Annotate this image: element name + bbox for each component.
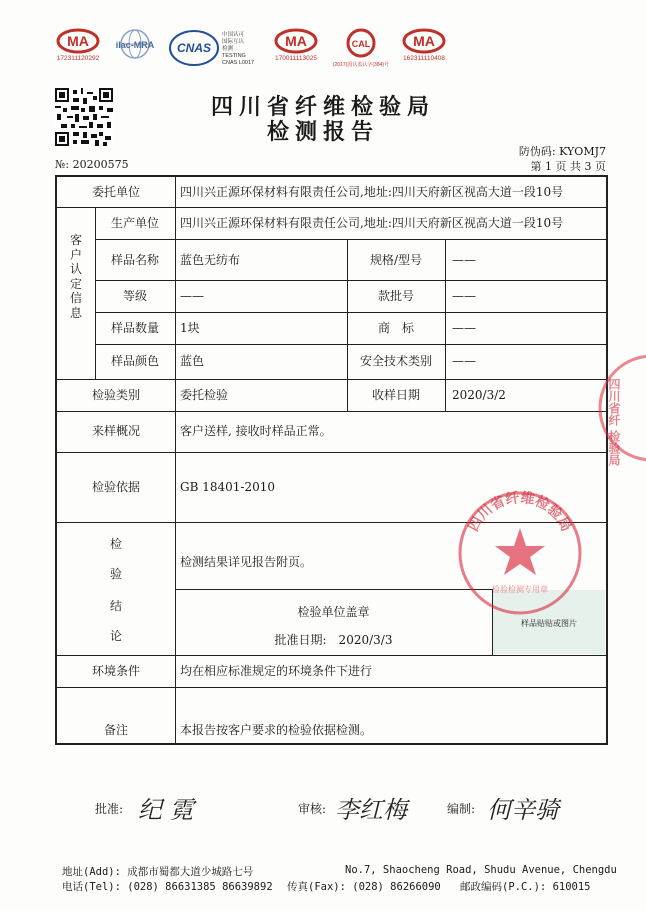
footer-postcode: 邮政编码(P.C.): 610015 <box>460 881 591 893</box>
conclusion-label-4: 论 <box>109 629 122 643</box>
footer-address-en: No.7, Shaocheng Road, Shudu Avenue, Chengdu <box>345 864 617 876</box>
receive-date-value: 2020/3/2 <box>452 388 506 402</box>
basis-label: 检验依据 <box>91 480 140 494</box>
cma-number-1: 172311120292 <box>56 55 100 62</box>
svg-text:MA: MA <box>413 33 435 49</box>
cma-number-3: 162311110408 <box>403 55 445 62</box>
color-label: 样品颜色 <box>110 354 159 368</box>
customer-info-group-label: 客户认定信息 <box>69 233 82 320</box>
grade-label: 等级 <box>122 289 147 303</box>
cnas-caption: 中国认可 国际互认 检测 TESTING CNAS L0017 <box>222 32 255 66</box>
sample-desc-label: 来样概况 <box>91 424 140 438</box>
env-value: 均在相应标准规定的环境条件下进行 <box>180 664 373 678</box>
basis-value: GB 18401-2010 <box>180 480 275 494</box>
cnas-logo <box>168 28 260 78</box>
remark-value: 本报告按客户要求的检验依据检测。 <box>180 723 373 737</box>
cma-mark-icon <box>56 28 100 54</box>
svg-text:检验检测专用章: 检验检测专用章 <box>492 585 548 594</box>
client-value: 四川兴正源环保材料有限责任公司,地址:四川天府新区视高大道一段10号 <box>180 185 564 199</box>
report-table <box>55 175 608 745</box>
reviewer-signature: 李红梅 <box>335 796 407 824</box>
globe-icon <box>113 28 157 64</box>
batch-value: —— <box>452 289 476 303</box>
sample-desc-value: 客户送样, 接收时样品正常。 <box>180 424 332 438</box>
cma-mark-icon <box>402 28 446 54</box>
receive-date-label: 收样日期 <box>371 388 420 402</box>
spec-label: 规格/型号 <box>369 253 423 267</box>
qty-value: 1块 <box>180 321 200 335</box>
conclusion-label-1: 检 <box>109 537 122 551</box>
approver-signature: 纪 霓 <box>138 796 194 824</box>
cma-logo-3 <box>396 28 452 78</box>
remark-label: 备注 <box>103 723 128 737</box>
cma-logo-1 <box>50 28 106 78</box>
anti-fake-code: 防伪码: KYOMJ7 <box>518 145 606 158</box>
cnas-mark-icon <box>168 28 220 68</box>
sample-name-value: 蓝色无纺布 <box>180 253 241 267</box>
seal-label: 检验单位盖章 <box>297 605 370 619</box>
svg-text:MA: MA <box>285 33 307 49</box>
client-label: 委托单位 <box>91 185 140 199</box>
qty-label: 样品数量 <box>110 321 159 335</box>
svg-text:MA: MA <box>67 33 89 49</box>
page-info: 第 1 页 共 3 页 <box>530 160 606 173</box>
svg-text:四川省纤维检验局: 四川省纤维检验局 <box>465 490 575 535</box>
grade-value: —— <box>180 289 204 303</box>
svg-text:CAL: CAL <box>351 39 371 49</box>
test-type-value: 委托检验 <box>180 388 229 402</box>
color-value: 蓝色 <box>180 354 205 368</box>
reviewer-label: 审核: <box>298 802 327 816</box>
report-number: №: 20200575 <box>55 158 129 171</box>
conclusion-value: 检测结果详见报告附页。 <box>180 555 313 569</box>
approve-date: 批准日期: 2020/3/3 <box>274 633 393 647</box>
svg-text:四川省纤 检验局: 四川省纤 检验局 <box>607 378 621 467</box>
manufacturer-value: 四川兴正源环保材料有限责任公司,地址:四川天府新区视高大道一段10号 <box>180 216 564 230</box>
batch-label: 款批号 <box>377 289 414 303</box>
footer-tel: 电话(Tel): (028) 86631385 86639892 <box>62 881 273 893</box>
report-title: 检测报告 <box>266 119 379 145</box>
sample-name-label: 样品名称 <box>110 253 159 267</box>
test-type-label: 检验类别 <box>91 388 140 402</box>
safety-value: —— <box>452 354 476 368</box>
ilac-logo <box>112 28 158 78</box>
bureau-title: 四川省纤维检验局 <box>210 94 435 120</box>
footer-address-cn: 地址(Add): 成都市蜀都大道少城路七号 <box>62 866 254 878</box>
svg-text:CNAS: CNAS <box>176 41 212 55</box>
photo-label: 样品贴贴或图片 <box>521 619 577 628</box>
official-seal-stamp <box>455 488 585 618</box>
edge-seal-stamp <box>592 348 646 468</box>
cal-number: (2017)国认监认字(384)号 <box>332 62 390 68</box>
conclusion-label-3: 结 <box>109 599 122 613</box>
env-label: 环境条件 <box>91 664 140 678</box>
cma-mark-icon <box>274 28 318 54</box>
brand-value: —— <box>452 321 476 335</box>
footer-fax: 传真(Fax): (028) 86266090 <box>287 881 441 893</box>
manufacturer-label: 生产单位 <box>110 216 159 230</box>
editor-signature: 何辛骑 <box>487 796 559 824</box>
conclusion-label-2: 验 <box>109 567 122 581</box>
cal-mark-icon <box>341 28 381 60</box>
safety-label: 安全技术类别 <box>359 354 432 368</box>
editor-label: 编制: <box>447 802 476 816</box>
approver-label: 批准: <box>95 802 124 816</box>
cal-logo <box>330 28 392 78</box>
svg-text:ilac-MRA: ilac-MRA <box>115 40 155 50</box>
cma-logo-2 <box>268 28 324 78</box>
cma-number-2: 170011113025 <box>275 55 317 62</box>
spec-value: —— <box>452 253 476 267</box>
brand-label: 商 标 <box>377 321 414 335</box>
